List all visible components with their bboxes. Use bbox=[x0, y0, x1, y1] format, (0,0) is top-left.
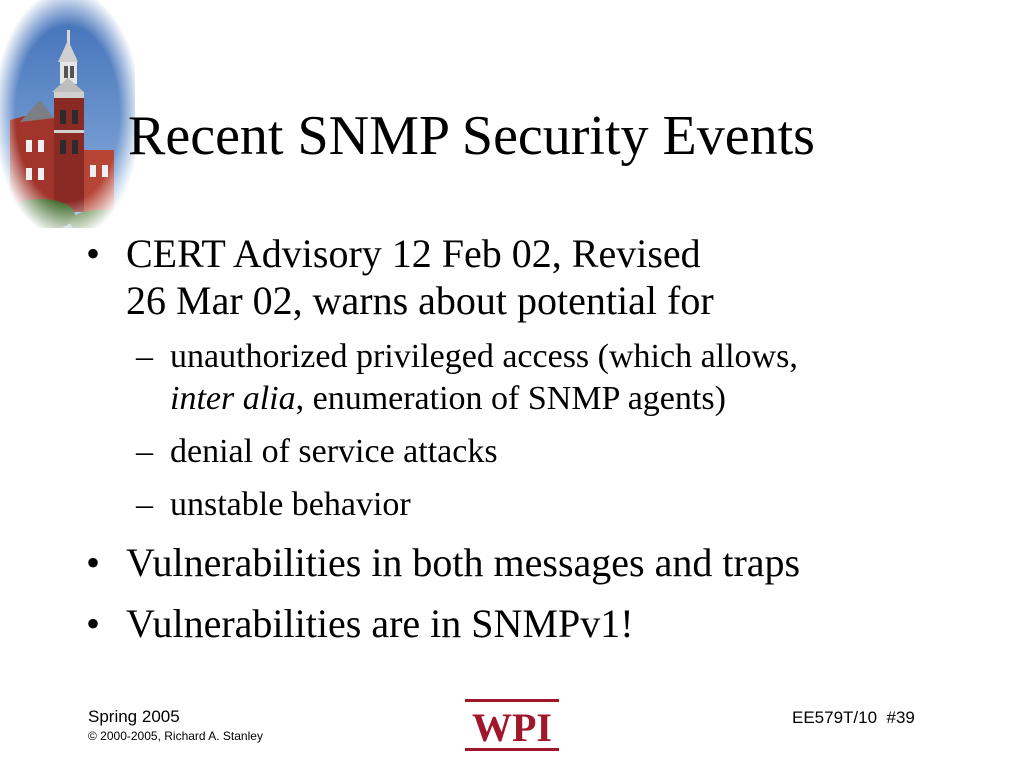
bullet-text: CERT Advisory 12 Feb 02, Revised bbox=[126, 231, 701, 276]
bullet-text: 26 Mar 02, warns about potential for bbox=[126, 278, 714, 323]
dash-marker: – bbox=[136, 486, 153, 523]
subitem-unauthorized-access bbox=[170, 336, 798, 420]
subitem-text-line2 bbox=[170, 378, 798, 420]
dash-marker: – bbox=[136, 433, 153, 470]
subitem-text: unauthorized privileged access (which allows, bbox=[170, 338, 798, 375]
italic-phrase: inter alia bbox=[170, 380, 296, 417]
bullet-vulnerabilities-snmpv1: Vulnerabilities are in SNMPv1! bbox=[126, 601, 634, 646]
bullet-marker: • bbox=[86, 540, 101, 585]
subitem-unstable-behavior: unstable behavior bbox=[170, 486, 411, 523]
bullet-marker: • bbox=[86, 231, 101, 276]
bullet-vulnerabilities-messages: Vulnerabilities in both messages and traps bbox=[126, 540, 801, 585]
slide-title: Recent SNMP Security Events bbox=[128, 105, 815, 167]
logo-text: WPI bbox=[472, 705, 552, 750]
wpi-logo-icon bbox=[463, 697, 561, 753]
footer-slide-number: EE579T/10 #39 bbox=[792, 708, 915, 727]
clock-tower-icon bbox=[0, 0, 135, 228]
dash-marker: – bbox=[136, 338, 153, 375]
footer-copyright: © 2000-2005, Richard A. Stanley bbox=[88, 729, 263, 743]
bullet-marker: • bbox=[86, 601, 101, 646]
subitem-text-rest: , enumeration of SNMP agents) bbox=[295, 380, 726, 417]
footer-term: Spring 2005 bbox=[88, 707, 180, 726]
bullet-cert-advisory bbox=[126, 230, 714, 324]
subitem-denial-of-service: denial of service attacks bbox=[170, 433, 498, 470]
